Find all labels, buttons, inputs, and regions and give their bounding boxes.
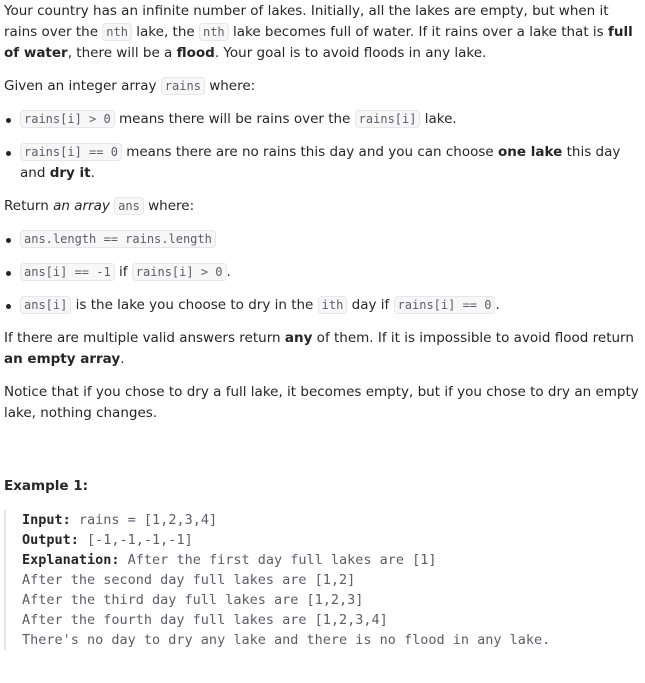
given-text-2: where: [204, 78, 256, 94]
list-item-text: day if [347, 297, 394, 313]
multiple-text-1: If there are multiple valid answers return [4, 330, 285, 346]
given-text-1: Given an integer array [4, 78, 161, 94]
output-value: [-1,-1,-1,-1] [78, 532, 193, 548]
return-text-3: where: [143, 198, 195, 214]
list-item-text: this day and [20, 144, 621, 181]
code-ith: ith [318, 296, 348, 314]
code-ans-i: ans[i] [20, 296, 71, 314]
list-item-text: if [114, 264, 132, 280]
example-1-title: Example 1: [4, 478, 89, 494]
list-item [20, 109, 641, 130]
list-item-text: . [226, 264, 231, 280]
bold-flood: flood [176, 45, 215, 61]
multiple-text-2: of them. If it is impossible to avoid flood return [312, 330, 634, 346]
code-ans: ans [114, 197, 144, 215]
code-nth-2: nth [199, 23, 229, 41]
intro-text-4: , there will be a [67, 45, 177, 61]
bold-any: any [284, 330, 313, 346]
intro-paragraph [4, 0, 641, 64]
return-list [4, 229, 641, 316]
explanation-label: Explanation: [22, 552, 120, 568]
given-list [4, 109, 641, 184]
output-label: Output: [22, 532, 79, 548]
return-paragraph [4, 196, 641, 217]
input-value: rains = [1,2,3,4] [70, 512, 218, 528]
given-paragraph [4, 76, 641, 97]
list-item-text: is the lake you choose to dry in the [71, 297, 318, 313]
list-item [20, 262, 641, 283]
multiple-text-3: . [120, 351, 125, 367]
bold-dry-it: dry it [49, 165, 91, 181]
explanation-line: After the third day full lakes are [1,2,3] [22, 592, 364, 608]
bold-one-lake: one lake [498, 144, 563, 160]
notice-paragraph: Notice that if you chose to dry a full lake, it becomes empty, but if you chose to dry an empty lake, nothing changes. [4, 384, 639, 421]
multiple-answers-paragraph [4, 328, 641, 370]
intro-text-1: Your country has an infinite number of lakes. Initially, all the lakes are empty, but when it rains over the [4, 3, 609, 40]
intro-text-3: lake becomes full of water. If it rains over a lake that is [228, 24, 608, 40]
code-nth-1: nth [102, 23, 132, 41]
return-text-1: Return [4, 198, 54, 214]
list-item [20, 142, 641, 184]
list-item [20, 295, 641, 316]
intro-text-2: lake, the [131, 24, 199, 40]
list-item-text: means there will be rains over the [114, 111, 355, 127]
code-rains-eq-0: rains[i] == 0 [20, 143, 122, 161]
bold-an-empty-array: an empty array [4, 351, 121, 367]
code-rains-i: rains[i] [355, 110, 421, 128]
code-rains: rains [161, 77, 205, 95]
code-rains-gt-0: rains[i] > 0 [132, 263, 227, 281]
list-item [20, 229, 641, 250]
explanation-line: There's no day to dry any lake and there is no flood in any lake. [22, 632, 551, 648]
intro-text-5: . Your goal is to avoid floods in any lake. [214, 45, 487, 61]
code-ans-neg1: ans[i] == -1 [20, 263, 115, 281]
list-item-text: . [495, 297, 500, 313]
explanation-line: After the first day full lakes are [1] [119, 552, 437, 568]
italic-an-array: an array [53, 198, 110, 214]
bold-full-of-water: full of water [4, 24, 633, 61]
list-item-text: . [90, 165, 95, 181]
explanation-line: After the fourth day full lakes are [1,2,3,4] [22, 612, 388, 628]
explanation-line: After the second day full lakes are [1,2] [22, 572, 356, 588]
list-item-text: lake. [420, 111, 457, 127]
input-label: Input: [22, 512, 71, 528]
code-rains-gt-0: rains[i] > 0 [20, 110, 115, 128]
example-1-block [4, 510, 641, 650]
code-rains-eq-0: rains[i] == 0 [394, 296, 496, 314]
code-ans-length: ans.length == rains.length [20, 230, 216, 248]
list-item-text: means there are no rains this day and you can choose [121, 144, 499, 160]
